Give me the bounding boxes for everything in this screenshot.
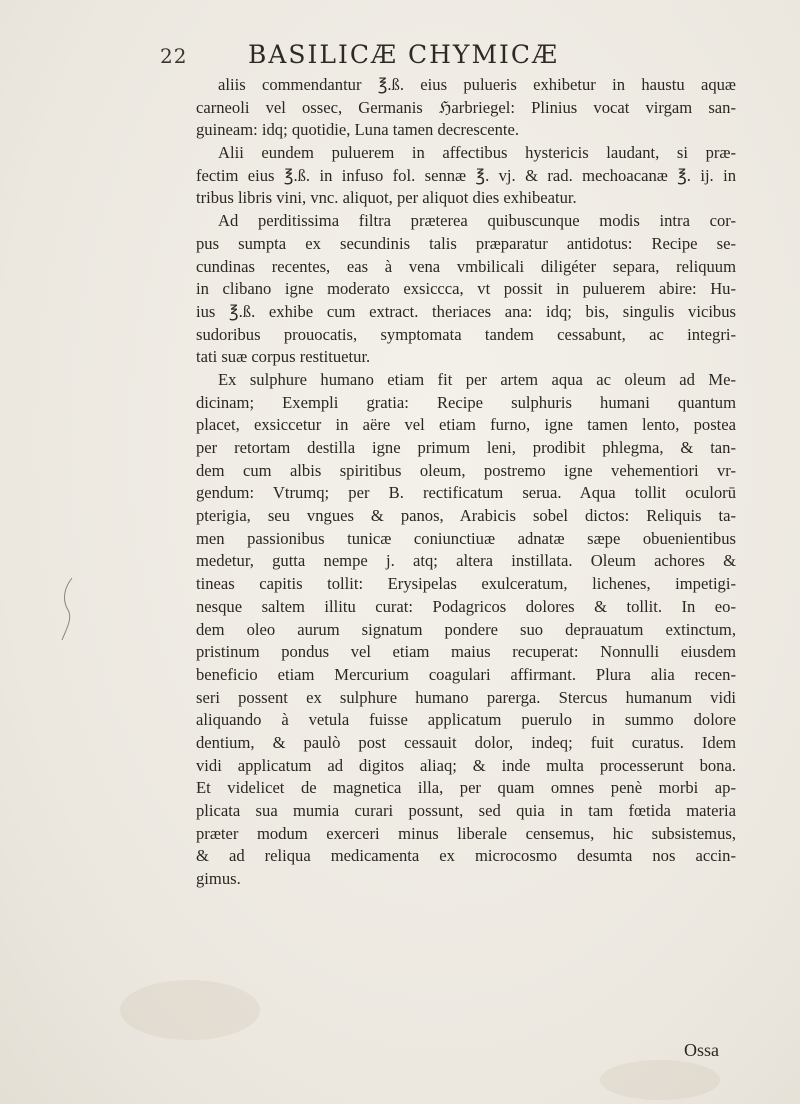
text-line: tineas capitis tollit: Erysipelas exulceratum, lichenes, impetigi- (196, 574, 736, 594)
text-line: beneficio etiam Mercurium coagulari affirmant. Plura alia recen- (196, 664, 736, 684)
text-line: tribus libris vini, vnc. aliquot, per aliquot dies exhibeatur. (196, 188, 577, 208)
paper-stain (120, 980, 260, 1040)
page-header (160, 40, 720, 70)
text-line: vidi applicatum ad digitos aliaq; & inde multa processerunt bona. (196, 755, 736, 775)
text-line: placet, exsiccetur in aëre vel etiam furno, igne tamen lento, postea (196, 415, 736, 435)
catchword: Ossa (684, 1040, 719, 1060)
text-line: dem cum albis spiritibus oleum, postremo igne vehementiori vr- (196, 460, 736, 480)
text-line: aliis commendantur ℥.ß. eius pulueris exhibetur in haustu aquæ (218, 75, 736, 94)
text-line: Alii eundem puluerem in affectibus hystericis laudant, si præ- (218, 143, 736, 163)
text-line: dem oleo aurum signatum pondere suo deprauatum extinctum, (196, 619, 736, 639)
text-line: gendum: Vtrumq; per B. rectificatum serua. Aqua tollit oculorū (196, 483, 736, 503)
text-line: pristinum pondus vel etiam maius recuperat: Nonnulli eiusdem (196, 642, 736, 662)
page-number: 22 (160, 44, 188, 68)
text-line: Ad perditissima filtra præterea quibuscunque modis intra cor- (218, 211, 736, 231)
text-line: carneoli vel ossec, Germanis ℌarbriegel: Plinius vocat virgam san- (196, 97, 736, 117)
text-line: per retortam destilla igne primum leni, prodibit phlegma, & tan- (196, 438, 736, 457)
paragraph (196, 210, 736, 369)
text-line: dicinam; Exempli gratia: Recipe sulphuris humani quantum (196, 392, 736, 412)
text-line: pus sumpta ex secundinis talis præparatur antidotus: Recipe se- (196, 233, 736, 253)
text-line: & ad reliqua medicamenta ex microcosmo desumta nos accin- (196, 846, 736, 866)
main-text (196, 74, 736, 891)
paragraph (196, 74, 736, 142)
text-line: Et videlicet de magnetica illa, per quam omnes penè morbi ap- (196, 778, 736, 798)
running-title: BASILICÆ CHYMICÆ (248, 40, 560, 69)
text-line: medetur, gutta nempe j. atq; altera instillata. Oleum achores & (196, 551, 736, 571)
text-line: nesque saltem illitu curat: Podagricos dolores & tollit. In eo- (196, 596, 736, 616)
text-line: pterigia, seu vngues & panos, Arabicis sobel dictos: Reliquis ta- (196, 506, 736, 526)
text-line: Ex sulphure humano etiam fit per artem aqua ac oleum ad Me- (218, 369, 736, 389)
text-line: in clibano igne moderato exsiccca, vt possit in puluerem abire: Hu- (196, 279, 736, 299)
paper-stain (600, 1060, 720, 1100)
text-line: sudoribus prouocatis, symptomata tandem cessabunt, ac integri- (196, 324, 736, 344)
text-line: plicata sua mumia curari possunt, sed quia in tam fœtida materia (196, 801, 736, 820)
text-line: fectim eius ℥.ß. in infuso fol. sennæ ℥. vj. & rad. mechoacanæ ℥. ij. in (196, 165, 736, 185)
text-line: gimus. (196, 869, 241, 889)
text-line: guineam: idq; quotidie, Luna tamen decrescente. (196, 120, 520, 140)
text-line: ius ℥.ß. exhibe cum extract. theriaces ana: idq; bis, singulis vicibus (196, 301, 736, 321)
text-line: aliquando à vetula fuisse applicatum puerulo in summo dolore (196, 710, 736, 730)
paragraph (196, 369, 736, 891)
text-line: tati suæ corpus restituetur. (196, 347, 371, 367)
text-line: præter modum exerceri minus liberale censemus, hic subsistemus, (196, 823, 736, 843)
paragraph (196, 142, 736, 210)
text-line: dentium, & paulò post cessauit dolor, indeq; fuit curatus. Idem (196, 732, 736, 752)
text-line: cundinas recentes, eas à vena vmbilicali diligéter separa, reliquum (196, 256, 736, 276)
text-line: seri possent ex sulphure humano parerga. Stercus humanum vidi (196, 687, 736, 707)
text-line: men passionibus tunicæ coniunctiuæ adnatæ sæpe obuenientibus (196, 528, 736, 548)
margin-pencil-mark (58, 574, 78, 644)
